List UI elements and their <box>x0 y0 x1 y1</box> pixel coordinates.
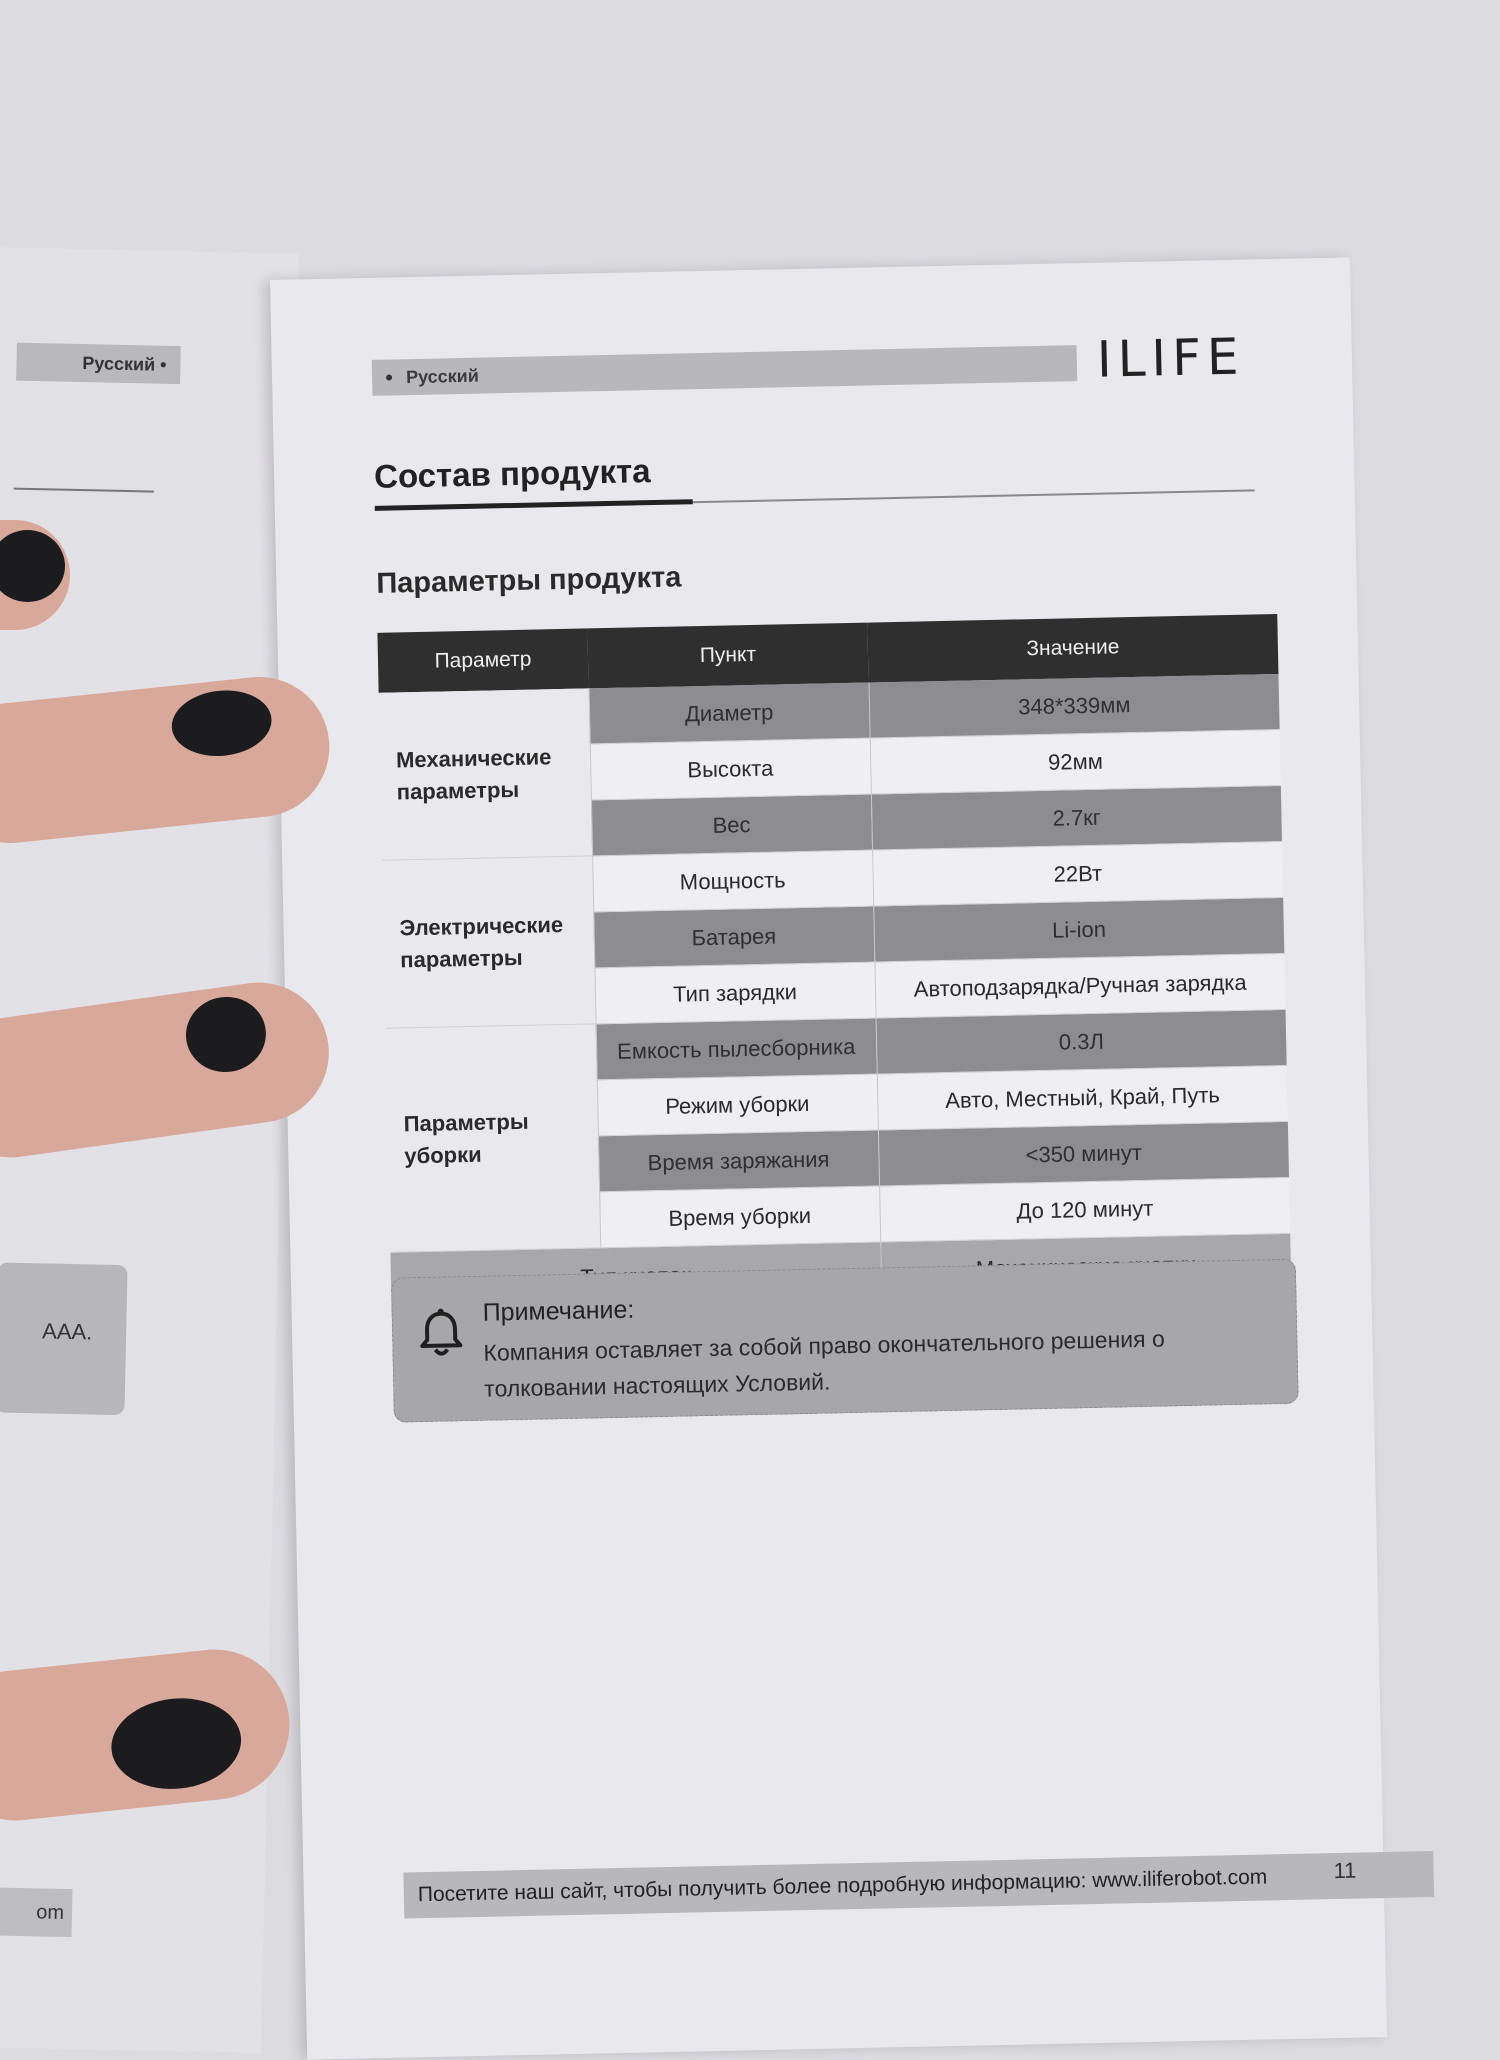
item-cell: Время заряжания <box>598 1130 879 1192</box>
value-cell: Авто, Местный, Край, Путь <box>877 1065 1288 1130</box>
group-electrical: Электрические параметры <box>382 856 595 1028</box>
left-page-note-text: AAA. <box>41 1318 93 1345</box>
nail <box>0 530 65 602</box>
note-title: Примечание: <box>482 1295 635 1327</box>
manual-page <box>270 257 1387 2059</box>
item-cell: Режим уборки <box>597 1074 878 1136</box>
left-page-rule <box>14 488 154 493</box>
header-item: Пункт <box>587 623 868 689</box>
value-cell: 22Вт <box>872 841 1283 906</box>
item-cell: Высокта <box>590 738 871 800</box>
nail <box>181 992 271 1077</box>
nail <box>169 686 275 761</box>
left-page-language-label: Русский <box>82 352 156 375</box>
item-cell: Емкость пылесборника <box>596 1018 877 1080</box>
page-header-bar <box>372 345 1078 396</box>
left-page-note <box>0 1262 128 1415</box>
left-page-footer <box>0 1887 73 1937</box>
footer-bar <box>403 1851 1434 1919</box>
header-value: Значение <box>867 614 1278 683</box>
title-underline <box>375 499 693 511</box>
value-cell: До 120 минут <box>879 1177 1290 1242</box>
page-number: 11 <box>1333 1857 1357 1884</box>
item-cell: Диаметр <box>589 683 870 744</box>
page-title: Состав продукта <box>373 452 651 495</box>
brand-logo: ILIFE <box>1096 327 1246 389</box>
value-cell: 92мм <box>870 729 1281 794</box>
item-cell: Мощность <box>592 850 873 912</box>
language-label: Русский <box>405 365 479 387</box>
value-cell: 2.7кг <box>871 785 1282 850</box>
item-cell: Вес <box>591 794 872 856</box>
value-cell: <350 минут <box>878 1121 1289 1186</box>
group-mechanical: Механические параметры <box>379 688 592 860</box>
item-cell: Тип зарядки <box>594 962 875 1024</box>
note-box <box>391 1259 1299 1423</box>
header-parameter: Параметр <box>377 628 588 692</box>
value-cell: 0.3Л <box>876 1009 1287 1074</box>
value-cell: 348*339мм <box>869 674 1280 738</box>
footer-text: Посетите наш сайт, чтобы получить более подробную информацию: www.iliferobot.com <box>417 1865 1268 1907</box>
section-subtitle: Параметры продукта <box>376 561 682 600</box>
value-cell: Автоподзарядка/Ручная зарядка <box>874 953 1285 1018</box>
bullet-icon <box>386 374 392 380</box>
left-page-footer-text: om <box>35 1900 65 1924</box>
group-cleaning: Параметры уборки <box>386 1024 601 1252</box>
parameters-table <box>377 614 1291 1312</box>
bell-icon <box>419 1307 464 1363</box>
note-text: Компания оставляет за собой право окончательного решения о толковании настоящих Условий. <box>483 1325 1165 1402</box>
value-cell: Li-ion <box>873 897 1284 962</box>
left-page-header: Русский • <box>16 343 181 384</box>
nail <box>107 1692 246 1795</box>
item-cell: Время уборки <box>599 1186 880 1248</box>
item-cell: Батарея <box>593 906 874 968</box>
